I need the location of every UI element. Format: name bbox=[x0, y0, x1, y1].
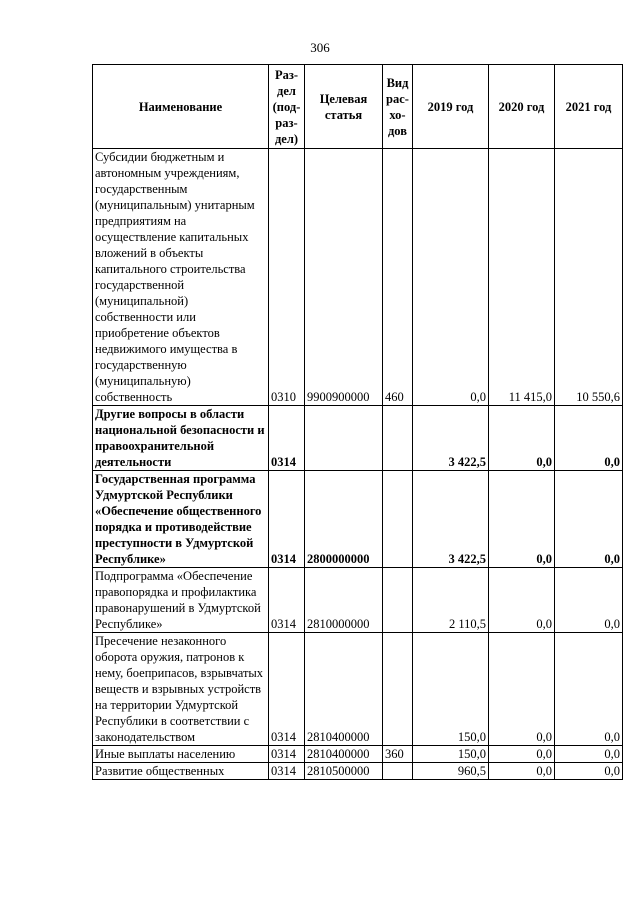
row-2021: 0,0 bbox=[555, 471, 623, 568]
row-target: 2810000000 bbox=[305, 568, 383, 633]
row-target bbox=[305, 406, 383, 471]
table-row bbox=[93, 568, 623, 633]
row-target: 2810400000 bbox=[305, 633, 383, 746]
row-name: Субсидии бюджетным и автономным учреждениям, государственным (муниципальным) унитарным предприятиям на осуществление капитальных вложений в объекты капитального строительства государственной (муниципальной) собственности или приобретение объектов недвижимого имущества в государственную (муниципальную) собственность bbox=[93, 149, 269, 406]
row-section: 0314 bbox=[269, 568, 305, 633]
row-2021: 0,0 bbox=[555, 763, 623, 780]
row-2019: 3 422,5 bbox=[413, 471, 489, 568]
row-target: 2810400000 bbox=[305, 746, 383, 763]
row-expense: 460 bbox=[383, 149, 413, 406]
page-number: 306 bbox=[310, 40, 330, 55]
row-2021: 0,0 bbox=[555, 406, 623, 471]
header-expense: Вид рас-хо-дов bbox=[383, 65, 413, 149]
row-section: 0314 bbox=[269, 406, 305, 471]
header-section: Раз-дел (под-раз-дел) bbox=[269, 65, 305, 149]
row-2020: 0,0 bbox=[489, 746, 555, 763]
row-2019: 150,0 bbox=[413, 746, 489, 763]
row-2021: 0,0 bbox=[555, 746, 623, 763]
header-2021: 2021 год bbox=[555, 65, 623, 149]
table-row bbox=[93, 746, 623, 763]
table-row bbox=[93, 406, 623, 471]
row-expense bbox=[383, 568, 413, 633]
row-name: Государственная программа Удмуртской Республики «Обеспечение общественного порядка и противодействие преступности в Удмуртской Республике» bbox=[93, 471, 269, 568]
row-2020: 11 415,0 bbox=[489, 149, 555, 406]
header-2019: 2019 год bbox=[413, 65, 489, 149]
row-2020: 0,0 bbox=[489, 568, 555, 633]
table-row bbox=[93, 471, 623, 568]
row-2019: 0,0 bbox=[413, 149, 489, 406]
table-header-row bbox=[93, 65, 623, 149]
row-section: 0314 bbox=[269, 633, 305, 746]
row-2019: 3 422,5 bbox=[413, 406, 489, 471]
table-row bbox=[93, 633, 623, 746]
row-expense bbox=[383, 406, 413, 471]
row-name: Другие вопросы в области национальной безопасности и правоохранительной деятельности bbox=[93, 406, 269, 471]
row-2019: 960,5 bbox=[413, 763, 489, 780]
row-2019: 2 110,5 bbox=[413, 568, 489, 633]
row-2019: 150,0 bbox=[413, 633, 489, 746]
header-2020: 2020 год bbox=[489, 65, 555, 149]
table-row bbox=[93, 763, 623, 780]
row-name: Иные выплаты населению bbox=[93, 746, 269, 763]
budget-table bbox=[92, 64, 623, 780]
row-expense bbox=[383, 471, 413, 568]
row-section: 0314 bbox=[269, 763, 305, 780]
row-2020: 0,0 bbox=[489, 406, 555, 471]
header-name: Наименование bbox=[93, 65, 269, 149]
row-section: 0310 bbox=[269, 149, 305, 406]
row-2020: 0,0 bbox=[489, 633, 555, 746]
row-section: 0314 bbox=[269, 746, 305, 763]
row-expense bbox=[383, 763, 413, 780]
row-name: Пресечение незаконного оборота оружия, патронов к нему, боеприпасов, взрывчатых веществ и взрывных устройств на территории Удмуртской Республики в соответствии с законодательством bbox=[93, 633, 269, 746]
row-2020: 0,0 bbox=[489, 471, 555, 568]
row-expense: 360 bbox=[383, 746, 413, 763]
row-target: 9900900000 bbox=[305, 149, 383, 406]
row-target: 2810500000 bbox=[305, 763, 383, 780]
row-name: Подпрограмма «Обеспечение правопорядка и профилактика правонарушений в Удмуртской Республике» bbox=[93, 568, 269, 633]
row-name: Развитие общественных bbox=[93, 763, 269, 780]
table-row bbox=[93, 149, 623, 406]
row-2021: 10 550,6 bbox=[555, 149, 623, 406]
row-expense bbox=[383, 633, 413, 746]
header-target: Целевая статья bbox=[305, 65, 383, 149]
row-2021: 0,0 bbox=[555, 633, 623, 746]
row-target: 2800000000 bbox=[305, 471, 383, 568]
row-2021: 0,0 bbox=[555, 568, 623, 633]
row-section: 0314 bbox=[269, 471, 305, 568]
row-2020: 0,0 bbox=[489, 763, 555, 780]
